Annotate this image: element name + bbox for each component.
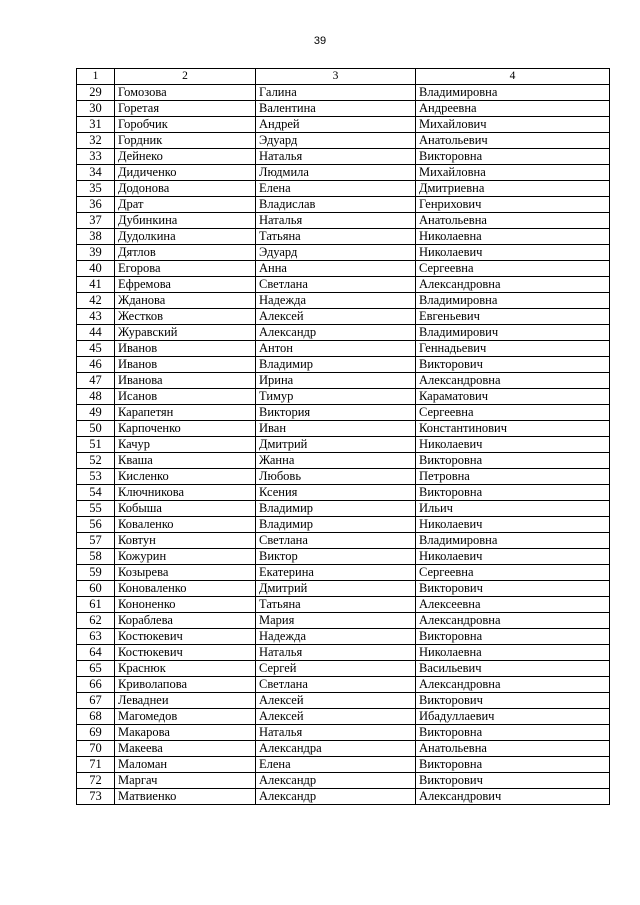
patronymic-cell: Константинович	[416, 421, 610, 437]
patronymic-cell: Александрович	[416, 789, 610, 805]
patronymic-cell: Александровна	[416, 373, 610, 389]
surname-cell: Краснюк	[115, 661, 256, 677]
column-header: 3	[256, 69, 416, 85]
patronymic-cell: Викторович	[416, 581, 610, 597]
surname-cell: Ключникова	[115, 485, 256, 501]
row-number: 34	[77, 165, 115, 181]
table-row	[77, 309, 610, 325]
table-row	[77, 581, 610, 597]
table-row	[77, 357, 610, 373]
registry-table-body	[77, 69, 610, 805]
row-number: 53	[77, 469, 115, 485]
surname-cell: Жестков	[115, 309, 256, 325]
table-row	[77, 469, 610, 485]
row-number: 54	[77, 485, 115, 501]
table-row	[77, 277, 610, 293]
patronymic-cell: Караматович	[416, 389, 610, 405]
surname-cell: Гордник	[115, 133, 256, 149]
patronymic-cell: Николаевна	[416, 229, 610, 245]
patronymic-cell: Михайлович	[416, 117, 610, 133]
row-number: 55	[77, 501, 115, 517]
row-number: 63	[77, 629, 115, 645]
table-row	[77, 613, 610, 629]
surname-cell: Костюкевич	[115, 629, 256, 645]
first-name-cell: Сергей	[256, 661, 416, 677]
surname-cell: Макарова	[115, 725, 256, 741]
surname-cell: Иванов	[115, 341, 256, 357]
row-number: 68	[77, 709, 115, 725]
patronymic-cell: Петровна	[416, 469, 610, 485]
surname-cell: Козырева	[115, 565, 256, 581]
patronymic-cell: Владимирович	[416, 325, 610, 341]
column-header: 4	[416, 69, 610, 85]
table-row	[77, 693, 610, 709]
row-number: 52	[77, 453, 115, 469]
row-number: 57	[77, 533, 115, 549]
patronymic-cell: Сергеевна	[416, 261, 610, 277]
row-number: 32	[77, 133, 115, 149]
surname-cell: Леваднеи	[115, 693, 256, 709]
first-name-cell: Елена	[256, 181, 416, 197]
first-name-cell: Дмитрий	[256, 581, 416, 597]
surname-cell: Карпоченко	[115, 421, 256, 437]
row-number: 38	[77, 229, 115, 245]
table-row	[77, 373, 610, 389]
row-number: 65	[77, 661, 115, 677]
row-number: 33	[77, 149, 115, 165]
row-number: 51	[77, 437, 115, 453]
patronymic-cell: Анатольевна	[416, 213, 610, 229]
surname-cell: Костюкевич	[115, 645, 256, 661]
patronymic-cell: Александровна	[416, 277, 610, 293]
row-number: 35	[77, 181, 115, 197]
surname-cell: Кобыша	[115, 501, 256, 517]
table-row	[77, 677, 610, 693]
first-name-cell: Владимир	[256, 501, 416, 517]
first-name-cell: Надежда	[256, 629, 416, 645]
first-name-cell: Алексей	[256, 693, 416, 709]
patronymic-cell: Андреевна	[416, 101, 610, 117]
surname-cell: Кононенко	[115, 597, 256, 613]
row-number: 31	[77, 117, 115, 133]
table-row	[77, 133, 610, 149]
registry-table	[76, 68, 610, 805]
patronymic-cell: Владимировна	[416, 293, 610, 309]
table-row	[77, 181, 610, 197]
first-name-cell: Мария	[256, 613, 416, 629]
patronymic-cell: Геннадьевич	[416, 341, 610, 357]
table-row	[77, 389, 610, 405]
row-number: 37	[77, 213, 115, 229]
first-name-cell: Светлана	[256, 533, 416, 549]
column-header: 1	[77, 69, 115, 85]
patronymic-cell: Анатольевна	[416, 741, 610, 757]
first-name-cell: Виктор	[256, 549, 416, 565]
table-row	[77, 517, 610, 533]
row-number: 66	[77, 677, 115, 693]
patronymic-cell: Ильич	[416, 501, 610, 517]
row-number: 47	[77, 373, 115, 389]
row-number: 69	[77, 725, 115, 741]
row-number: 43	[77, 309, 115, 325]
surname-cell: Матвиенко	[115, 789, 256, 805]
first-name-cell: Владимир	[256, 357, 416, 373]
table-row	[77, 661, 610, 677]
patronymic-cell: Викторович	[416, 773, 610, 789]
first-name-cell: Тимур	[256, 389, 416, 405]
table-row	[77, 597, 610, 613]
surname-cell: Дейнеко	[115, 149, 256, 165]
first-name-cell: Владислав	[256, 197, 416, 213]
first-name-cell: Александр	[256, 325, 416, 341]
surname-cell: Додонова	[115, 181, 256, 197]
row-number: 50	[77, 421, 115, 437]
surname-cell: Магомедов	[115, 709, 256, 725]
first-name-cell: Ксения	[256, 485, 416, 501]
row-number: 40	[77, 261, 115, 277]
row-number: 36	[77, 197, 115, 213]
first-name-cell: Эдуард	[256, 133, 416, 149]
patronymic-cell: Ибадуллаевич	[416, 709, 610, 725]
patronymic-cell: Васильевич	[416, 661, 610, 677]
first-name-cell: Иван	[256, 421, 416, 437]
table-row	[77, 629, 610, 645]
surname-cell: Дубинкина	[115, 213, 256, 229]
first-name-cell: Антон	[256, 341, 416, 357]
patronymic-cell: Алексеевна	[416, 597, 610, 613]
row-number: 41	[77, 277, 115, 293]
patronymic-cell: Дмитриевна	[416, 181, 610, 197]
patronymic-cell: Михайловна	[416, 165, 610, 181]
row-number: 67	[77, 693, 115, 709]
row-number: 70	[77, 741, 115, 757]
surname-cell: Коноваленко	[115, 581, 256, 597]
surname-cell: Макеева	[115, 741, 256, 757]
table-row	[77, 501, 610, 517]
first-name-cell: Алексей	[256, 709, 416, 725]
table-row	[77, 405, 610, 421]
row-number: 64	[77, 645, 115, 661]
patronymic-cell: Генрихович	[416, 197, 610, 213]
table-row	[77, 709, 610, 725]
patronymic-cell: Владимировна	[416, 533, 610, 549]
first-name-cell: Наталья	[256, 725, 416, 741]
row-number: 58	[77, 549, 115, 565]
table-row	[77, 325, 610, 341]
first-name-cell: Екатерина	[256, 565, 416, 581]
first-name-cell: Александр	[256, 773, 416, 789]
surname-cell: Дидиченко	[115, 165, 256, 181]
table-row	[77, 757, 610, 773]
surname-cell: Криволапова	[115, 677, 256, 693]
first-name-cell: Ирина	[256, 373, 416, 389]
table-row	[77, 117, 610, 133]
patronymic-cell: Викторовна	[416, 629, 610, 645]
row-number: 59	[77, 565, 115, 581]
first-name-cell: Галина	[256, 85, 416, 101]
surname-cell: Кожурин	[115, 549, 256, 565]
first-name-cell: Наталья	[256, 213, 416, 229]
surname-cell: Журавский	[115, 325, 256, 341]
patronymic-cell: Викторовна	[416, 725, 610, 741]
table-row	[77, 773, 610, 789]
first-name-cell: Валентина	[256, 101, 416, 117]
table-row	[77, 149, 610, 165]
column-header: 2	[115, 69, 256, 85]
patronymic-cell: Викторович	[416, 357, 610, 373]
patronymic-cell: Викторовна	[416, 149, 610, 165]
first-name-cell: Людмила	[256, 165, 416, 181]
surname-cell: Качур	[115, 437, 256, 453]
table-row	[77, 165, 610, 181]
first-name-cell: Татьяна	[256, 597, 416, 613]
first-name-cell: Андрей	[256, 117, 416, 133]
first-name-cell: Анна	[256, 261, 416, 277]
surname-cell: Кисленко	[115, 469, 256, 485]
surname-cell: Егорова	[115, 261, 256, 277]
surname-cell: Иванов	[115, 357, 256, 373]
table-row	[77, 533, 610, 549]
page-number: 39	[313, 35, 327, 47]
table-row	[77, 549, 610, 565]
row-number: 71	[77, 757, 115, 773]
first-name-cell: Елена	[256, 757, 416, 773]
row-number: 44	[77, 325, 115, 341]
surname-cell: Ефремова	[115, 277, 256, 293]
patronymic-cell: Николаевич	[416, 517, 610, 533]
row-number: 73	[77, 789, 115, 805]
patronymic-cell: Викторовна	[416, 453, 610, 469]
first-name-cell: Александра	[256, 741, 416, 757]
first-name-cell: Эдуард	[256, 245, 416, 261]
table-row	[77, 437, 610, 453]
table-row	[77, 229, 610, 245]
surname-cell: Маломан	[115, 757, 256, 773]
patronymic-cell: Викторович	[416, 693, 610, 709]
table-row	[77, 645, 610, 661]
row-number: 60	[77, 581, 115, 597]
row-number: 49	[77, 405, 115, 421]
first-name-cell: Дмитрий	[256, 437, 416, 453]
first-name-cell: Надежда	[256, 293, 416, 309]
first-name-cell: Наталья	[256, 149, 416, 165]
first-name-cell: Наталья	[256, 645, 416, 661]
patronymic-cell: Николаевич	[416, 549, 610, 565]
table-row	[77, 725, 610, 741]
table-row	[77, 453, 610, 469]
first-name-cell: Алексей	[256, 309, 416, 325]
first-name-cell: Светлана	[256, 277, 416, 293]
row-number: 62	[77, 613, 115, 629]
surname-cell: Кораблева	[115, 613, 256, 629]
row-number: 48	[77, 389, 115, 405]
patronymic-cell: Сергеевна	[416, 405, 610, 421]
surname-cell: Дятлов	[115, 245, 256, 261]
table-row	[77, 341, 610, 357]
row-number: 72	[77, 773, 115, 789]
surname-cell: Горетая	[115, 101, 256, 117]
patronymic-cell: Александровна	[416, 677, 610, 693]
first-name-cell: Любовь	[256, 469, 416, 485]
surname-cell: Ковтун	[115, 533, 256, 549]
table-row	[77, 85, 610, 101]
surname-cell: Маргач	[115, 773, 256, 789]
surname-cell: Жданова	[115, 293, 256, 309]
row-number: 39	[77, 245, 115, 261]
surname-cell: Горобчик	[115, 117, 256, 133]
patronymic-cell: Николаевна	[416, 645, 610, 661]
first-name-cell: Александр	[256, 789, 416, 805]
patronymic-cell: Евгеньевич	[416, 309, 610, 325]
row-number: 61	[77, 597, 115, 613]
table-row	[77, 261, 610, 277]
row-number: 56	[77, 517, 115, 533]
surname-cell: Гомозова	[115, 85, 256, 101]
first-name-cell: Владимир	[256, 517, 416, 533]
row-number: 42	[77, 293, 115, 309]
surname-cell: Иванова	[115, 373, 256, 389]
surname-cell: Драт	[115, 197, 256, 213]
table-row	[77, 789, 610, 805]
table-header-row	[77, 69, 610, 85]
patronymic-cell: Сергеевна	[416, 565, 610, 581]
first-name-cell: Виктория	[256, 405, 416, 421]
table-row	[77, 565, 610, 581]
surname-cell: Дудолкина	[115, 229, 256, 245]
patronymic-cell: Владимировна	[416, 85, 610, 101]
table-row	[77, 485, 610, 501]
surname-cell: Кваша	[115, 453, 256, 469]
row-number: 29	[77, 85, 115, 101]
table-row	[77, 293, 610, 309]
first-name-cell: Светлана	[256, 677, 416, 693]
table-row	[77, 213, 610, 229]
row-number: 45	[77, 341, 115, 357]
patronymic-cell: Викторовна	[416, 485, 610, 501]
first-name-cell: Татьяна	[256, 229, 416, 245]
table-row	[77, 421, 610, 437]
row-number: 46	[77, 357, 115, 373]
table-row	[77, 741, 610, 757]
patronymic-cell: Викторовна	[416, 757, 610, 773]
row-number: 30	[77, 101, 115, 117]
surname-cell: Исанов	[115, 389, 256, 405]
table-row	[77, 245, 610, 261]
surname-cell: Карапетян	[115, 405, 256, 421]
patronymic-cell: Николаевич	[416, 437, 610, 453]
table-row	[77, 101, 610, 117]
patronymic-cell: Александровна	[416, 613, 610, 629]
table-row	[77, 197, 610, 213]
patronymic-cell: Анатольевич	[416, 133, 610, 149]
first-name-cell: Жанна	[256, 453, 416, 469]
surname-cell: Коваленко	[115, 517, 256, 533]
patronymic-cell: Николаевич	[416, 245, 610, 261]
